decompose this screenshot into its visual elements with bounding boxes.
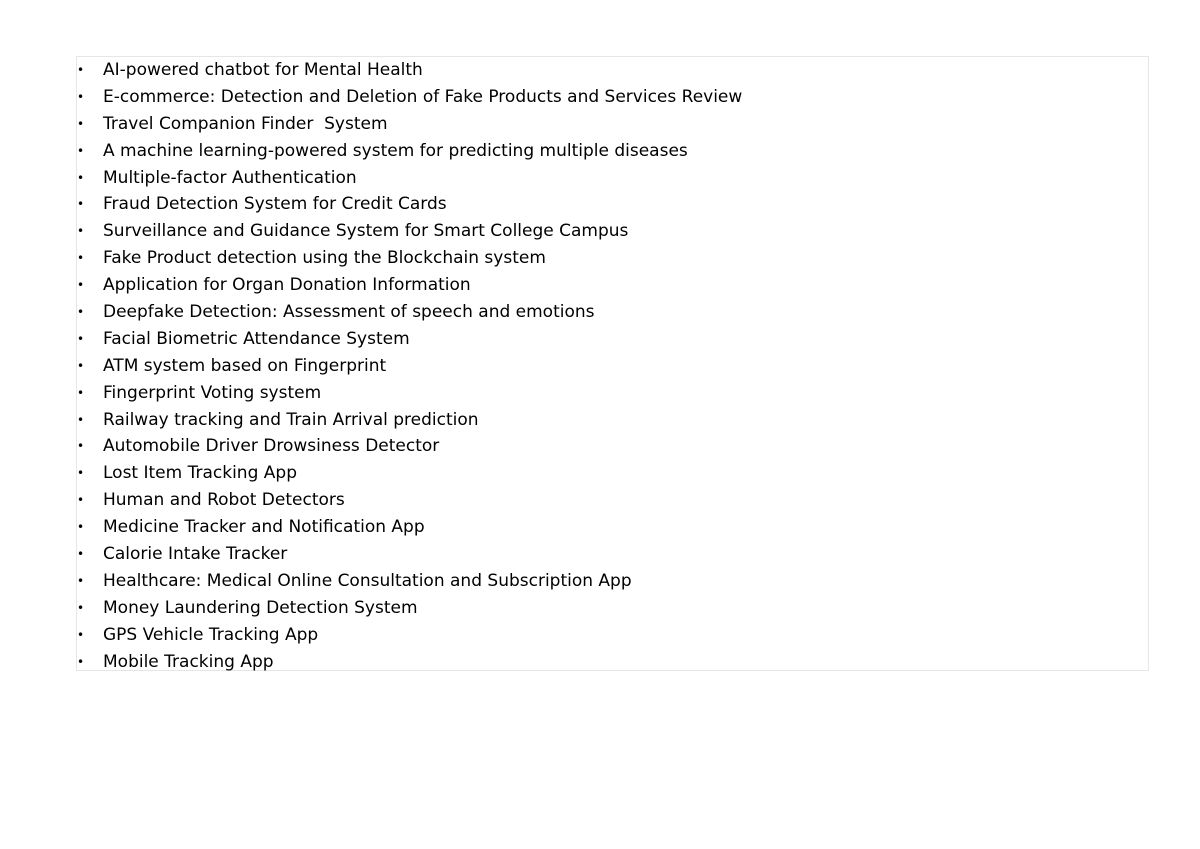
bullet-icon: •: [77, 385, 85, 400]
list-item: [77, 326, 1148, 353]
bullet-icon: •: [77, 654, 85, 669]
list-item-text: Mobile Tracking App: [103, 651, 274, 672]
bullet-icon: •: [77, 466, 85, 481]
list-item-text: A machine learning-powered system for predicting multiple diseases: [103, 140, 688, 161]
list-item: [77, 165, 1148, 192]
bullet-icon: •: [77, 89, 85, 104]
bullet-icon: •: [77, 278, 85, 293]
list-item-text: Healthcare: Medical Online Consultation and Subscription App: [103, 570, 632, 591]
list-item-text: Travel Companion Finder System: [103, 113, 388, 134]
list-item-text: AI-powered chatbot for Mental Health: [103, 60, 423, 80]
bullet-icon: •: [77, 547, 85, 562]
list-item-text: Automobile Driver Drowsiness Detector: [103, 436, 440, 457]
list-item: [77, 380, 1148, 407]
list-item-text: Railway tracking and Train Arrival prediction: [103, 409, 479, 430]
bullet-icon: •: [77, 573, 85, 588]
list-item: [77, 568, 1148, 595]
list-item-text: Application for Organ Donation Information: [103, 275, 471, 296]
list-item: [77, 353, 1148, 380]
list-item: [77, 245, 1148, 272]
list-item: [77, 218, 1148, 245]
list-item-text: Money Laundering Detection System: [103, 597, 418, 618]
list-item-text: Lost Item Tracking App: [103, 463, 297, 484]
bullet-icon: •: [77, 251, 85, 266]
bullet-icon: •: [77, 520, 85, 535]
list-item: [77, 272, 1148, 299]
list-item: [77, 407, 1148, 434]
bullet-icon: •: [77, 305, 85, 320]
list-item: [77, 487, 1148, 514]
list-item-text: Calorie Intake Tracker: [103, 544, 288, 565]
list-item-text: Multiple-factor Authentication: [103, 167, 357, 188]
list-item: [77, 57, 1148, 84]
bullet-icon: •: [77, 331, 85, 346]
list-item: [77, 138, 1148, 165]
bullet-icon: •: [77, 627, 85, 642]
list-item-text: Surveillance and Guidance System for Smart College Campus: [103, 221, 629, 242]
list-item: [77, 299, 1148, 326]
bullet-icon: •: [77, 116, 85, 131]
bullet-icon: •: [77, 412, 85, 427]
bullet-icon: •: [77, 600, 85, 615]
list-item: [77, 84, 1148, 111]
bullet-icon: •: [77, 143, 85, 158]
list-item: [77, 460, 1148, 487]
list-item: [77, 622, 1148, 649]
list-item: [77, 191, 1148, 218]
bullet-icon: •: [77, 439, 85, 454]
document-content-box: [76, 56, 1149, 671]
bullet-icon: •: [77, 224, 85, 239]
list-item-text: GPS Vehicle Tracking App: [103, 624, 319, 645]
list-item-text: Human and Robot Detectors: [103, 490, 345, 511]
list-item: [77, 514, 1148, 541]
list-item-text: Fingerprint Voting system: [103, 382, 322, 403]
bullet-icon: •: [77, 63, 85, 77]
list-item-text: Facial Biometric Attendance System: [103, 328, 410, 349]
list-item-text: E-commerce: Detection and Deletion of Fake Products and Services Review: [103, 86, 743, 107]
bullet-icon: •: [77, 493, 85, 508]
bullet-icon: •: [77, 170, 85, 185]
list-item: [77, 649, 1148, 676]
bullet-icon: •: [77, 197, 85, 212]
list-item: [77, 111, 1148, 138]
project-topic-list: [77, 57, 1148, 675]
list-item-text: Fake Product detection using the Blockchain system: [103, 248, 546, 269]
list-item-text: Fraud Detection System for Credit Cards: [103, 194, 447, 215]
bullet-icon: •: [77, 358, 85, 373]
list-item: [77, 433, 1148, 460]
list-item: [77, 541, 1148, 568]
list-item-text: Deepfake Detection: Assessment of speech and emotions: [103, 302, 595, 323]
list-item-text: ATM system based on Fingerprint: [103, 355, 387, 376]
list-item-text: Medicine Tracker and Notification App: [103, 517, 425, 538]
list-item: [77, 595, 1148, 622]
